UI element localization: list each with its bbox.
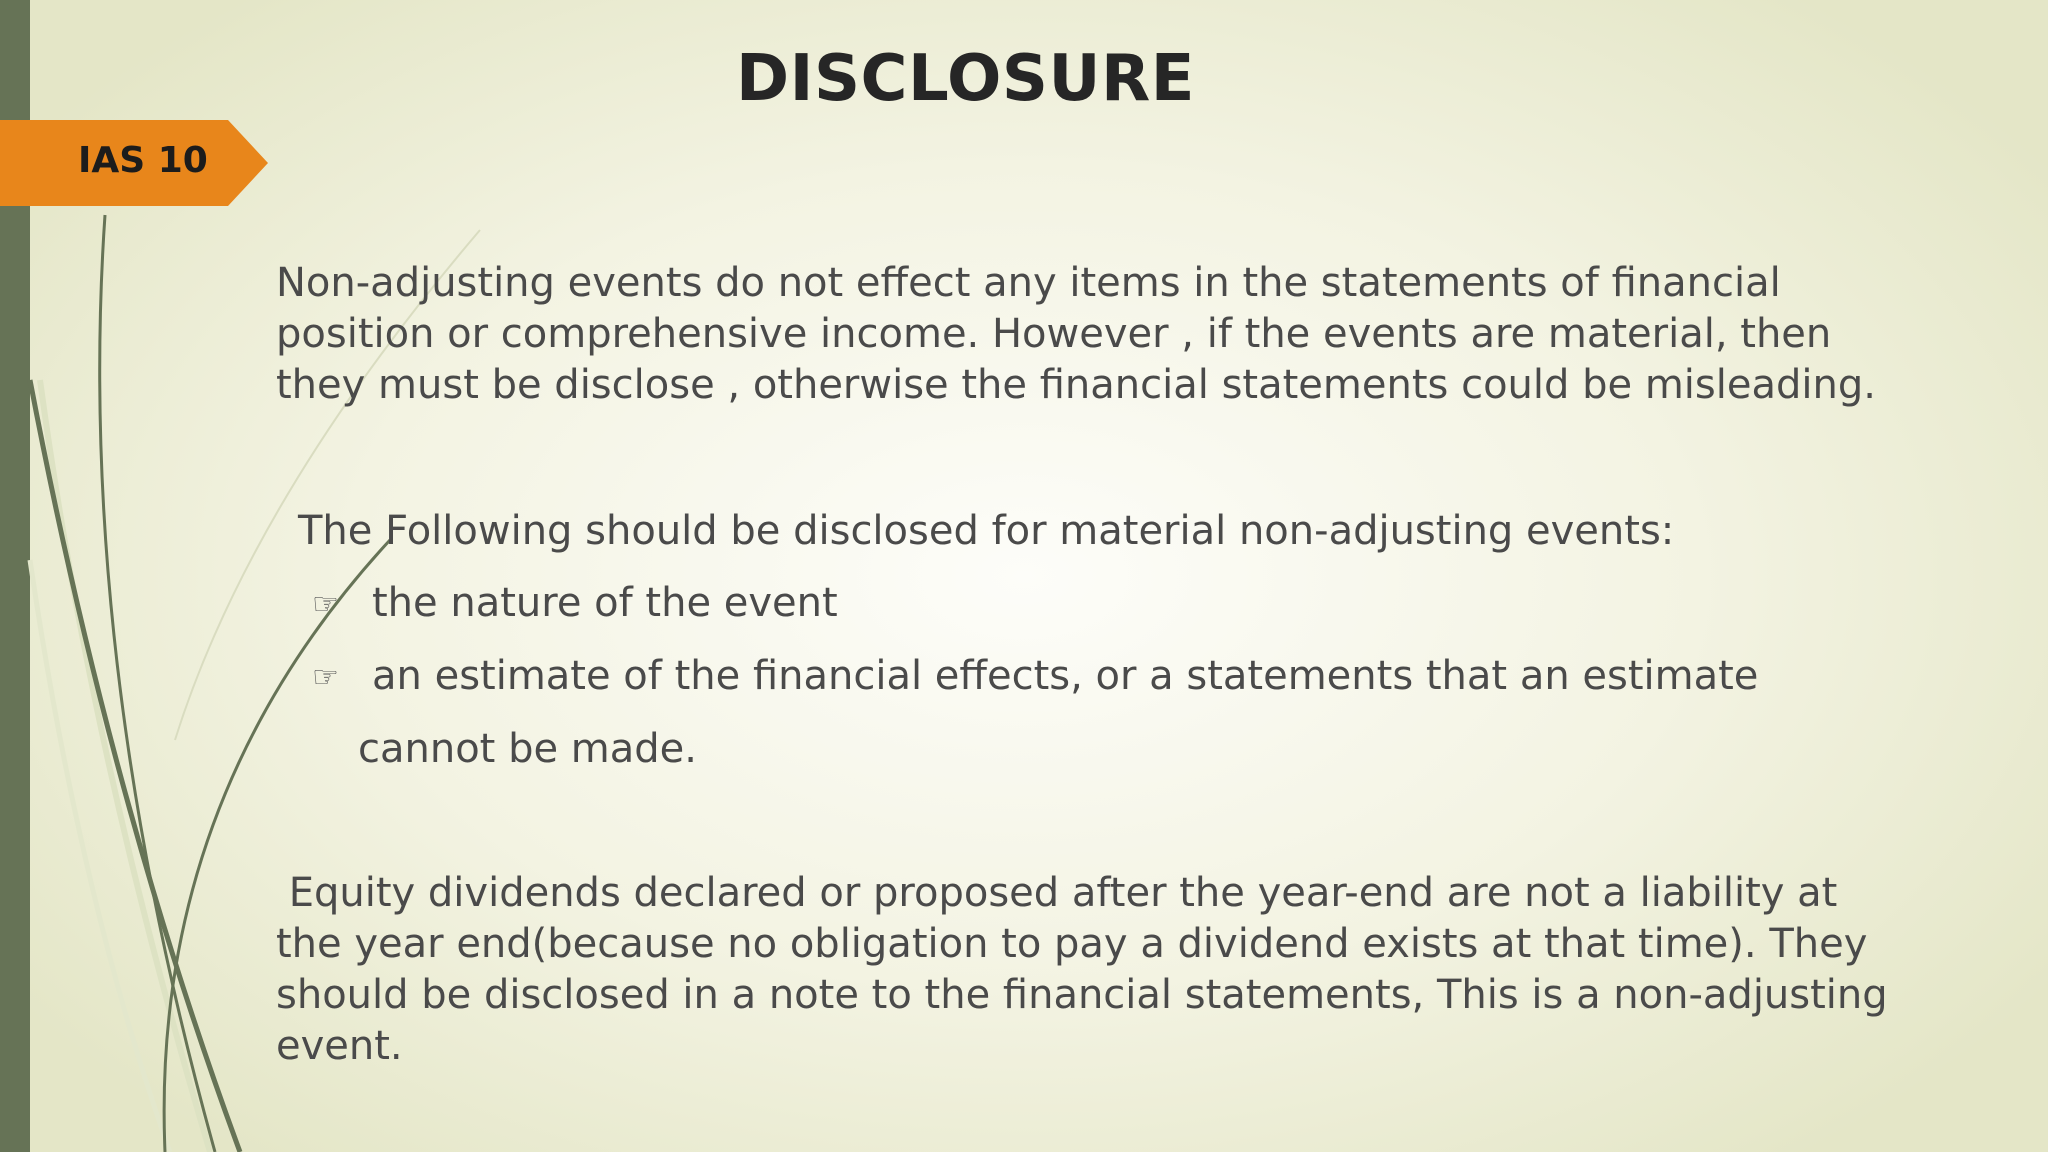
disclosure-intro: The Following should be disclosed for material non-adjusting events: bbox=[298, 508, 1675, 554]
paragraph-line: event. bbox=[276, 1023, 403, 1069]
paragraph-line: the year end(because no obligation to pay a dividend exists at that time). They bbox=[276, 921, 1868, 967]
paragraph-non-adjusting-events bbox=[276, 258, 1876, 411]
pointing-hand-icon: ☞ bbox=[312, 587, 339, 622]
bullet-item bbox=[312, 651, 1758, 703]
paragraph-line: should be disclosed in a note to the financial statements, This is a non-adjusting bbox=[276, 972, 1888, 1018]
bullet-item bbox=[312, 578, 838, 630]
slide-title: DISCLOSURE bbox=[736, 42, 1195, 116]
paragraph-line: they must be disclose , otherwise the financial statements could be misleading. bbox=[276, 362, 1876, 408]
section-tag bbox=[0, 120, 268, 206]
bullet-text-continuation: cannot be made. bbox=[358, 726, 697, 772]
paragraph-line: Non-adjusting events do not effect any items in the statements of financial bbox=[276, 260, 1781, 306]
bullet-text: an estimate of the financial effects, or a statements that an estimate bbox=[372, 653, 1759, 699]
paragraph-line: Equity dividends declared or proposed after the year-end are not a liability at bbox=[276, 870, 1838, 916]
tag-label: IAS 10 bbox=[78, 140, 208, 181]
paragraph-equity-dividends bbox=[276, 868, 1888, 1072]
bullet-text: the nature of the event bbox=[372, 580, 838, 626]
pointing-hand-icon: ☞ bbox=[312, 660, 339, 695]
paragraph-line: position or comprehensive income. However , if the events are material, then bbox=[276, 311, 1832, 357]
